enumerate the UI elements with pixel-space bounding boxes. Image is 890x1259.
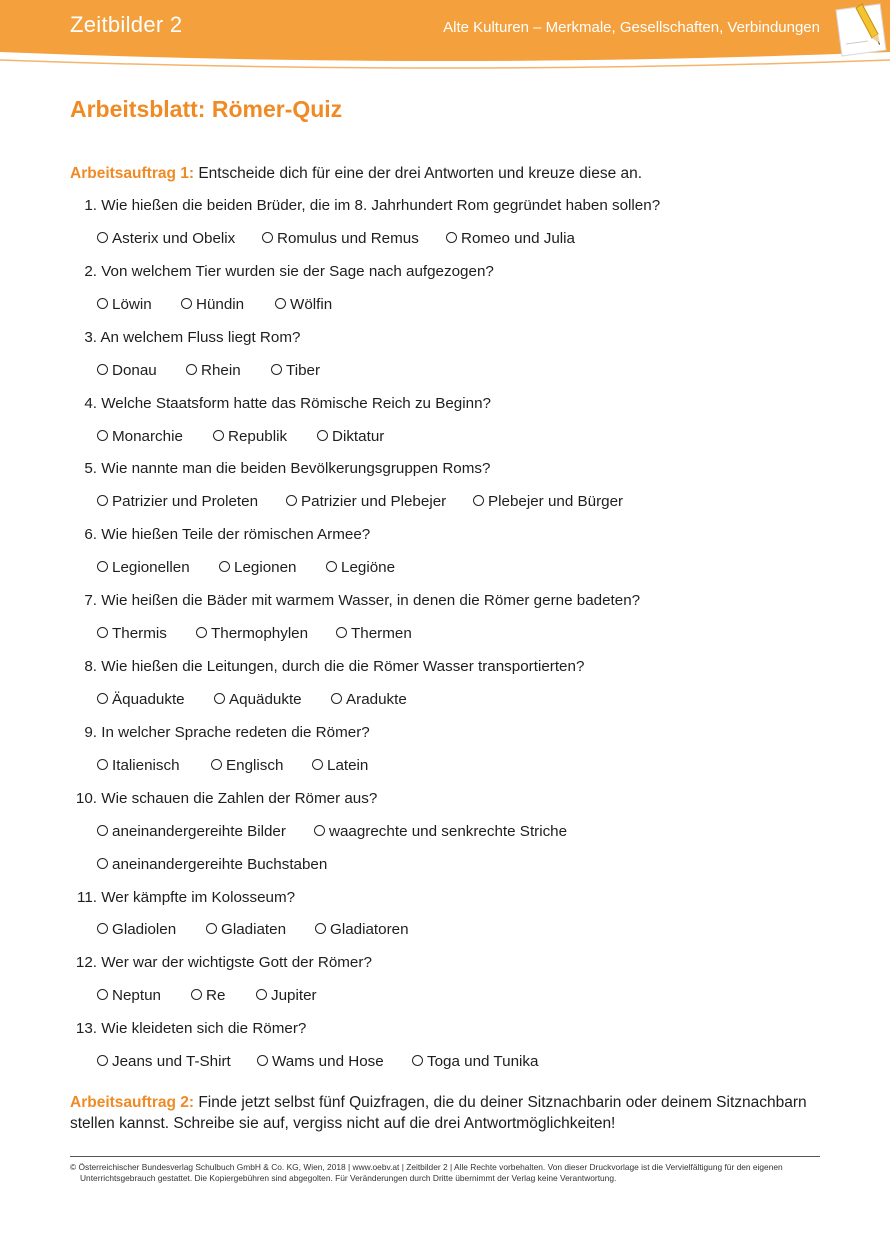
option-label: Löwin (112, 296, 152, 313)
radio-circle-icon[interactable] (412, 1055, 423, 1066)
question-5 (70, 459, 820, 479)
option-label: Romulus und Remus (277, 230, 419, 247)
option-label: aneinandergereihte Buchstaben (112, 856, 328, 873)
radio-circle-icon[interactable] (331, 693, 342, 704)
radio-circle-icon[interactable] (446, 232, 457, 243)
radio-circle-icon[interactable] (213, 430, 224, 441)
option-label: aneinandergereihte Bilder (112, 823, 286, 840)
answer-option[interactable] (97, 756, 180, 776)
radio-circle-icon[interactable] (275, 298, 286, 309)
radio-circle-icon[interactable] (97, 298, 108, 309)
answer-option[interactable] (196, 624, 308, 644)
answer-option[interactable] (262, 229, 419, 249)
option-label: Toga und Tunika (427, 1053, 539, 1070)
question-3 (70, 328, 820, 348)
option-label: Gladiaten (221, 921, 287, 938)
task-1-text: Entscheide dich für eine der drei Antworten und kreuze diese an. (194, 165, 643, 182)
option-label: Thermophylen (211, 625, 309, 642)
answer-option[interactable] (97, 920, 176, 940)
option-label: Aradukte (346, 691, 407, 708)
answer-option[interactable] (97, 986, 161, 1006)
question-9 (70, 723, 820, 743)
option-label: Gladiolen (112, 921, 177, 938)
radio-circle-icon[interactable] (97, 825, 108, 836)
answer-option[interactable] (97, 427, 183, 447)
option-label: Romeo und Julia (461, 230, 575, 247)
answer-option[interactable] (191, 986, 225, 1006)
question-text: Wie heißen die Bäder mit warmem Wasser, in denen die Römer gerne badeten? (101, 592, 641, 609)
question-text: Wie schauen die Zahlen der Römer aus? (101, 790, 378, 807)
answer-option[interactable] (326, 558, 395, 578)
answer-option[interactable] (206, 920, 286, 940)
option-label: Äquadukte (112, 691, 185, 708)
footer-divider (70, 1156, 820, 1157)
radio-circle-icon[interactable] (97, 759, 108, 770)
answer-option[interactable] (97, 855, 327, 875)
question-number: 3. (84, 329, 97, 346)
option-label: Englisch (226, 757, 284, 774)
option-label: Neptun (112, 987, 161, 1004)
question-text: Wie kleideten sich die Römer? (101, 1020, 307, 1037)
answer-option[interactable] (286, 492, 446, 512)
answer-option[interactable] (336, 624, 412, 644)
answer-option[interactable] (97, 558, 190, 578)
option-label: Wölfin (290, 296, 333, 313)
question-text: Wie nannte man die beiden Bevölkerungsgruppen Roms? (101, 460, 491, 477)
question-text: Wer war der wichtigste Gott der Römer? (101, 954, 372, 971)
option-label: Jupiter (271, 987, 317, 1004)
radio-circle-icon[interactable] (315, 923, 326, 934)
question-text: Von welchem Tier wurden sie der Sage nach aufgezogen? (101, 263, 494, 280)
question-number: 5. (84, 460, 97, 477)
radio-circle-icon[interactable] (97, 693, 108, 704)
option-label: Latein (327, 757, 369, 774)
radio-circle-icon[interactable] (312, 759, 323, 770)
option-label: Gladiatoren (330, 921, 409, 938)
option-label: Diktatur (332, 428, 385, 445)
question-8 (70, 657, 820, 677)
option-label: Legionen (234, 559, 297, 576)
answer-option[interactable] (211, 756, 283, 776)
radio-circle-icon[interactable] (262, 232, 273, 243)
radio-circle-icon[interactable] (97, 232, 108, 243)
answer-option[interactable] (97, 822, 286, 842)
option-label: Italienisch (112, 757, 180, 774)
question-1 (70, 196, 820, 216)
question-10 (70, 789, 820, 809)
radio-circle-icon[interactable] (97, 495, 108, 506)
worksheet-title: Arbeitsblatt: Römer-Quiz (70, 96, 343, 122)
answer-option[interactable] (317, 427, 384, 447)
brand-title: Zeitbilder 2 (70, 12, 183, 37)
question-4 (70, 394, 820, 414)
question-6 (70, 525, 820, 545)
question-text: In welcher Sprache redeten die Römer? (101, 724, 370, 741)
question-number: 12. (75, 954, 97, 971)
radio-circle-icon[interactable] (191, 989, 202, 1000)
copyright-footer (70, 1162, 820, 1184)
answer-option[interactable] (314, 822, 567, 842)
answer-option[interactable] (219, 558, 297, 578)
option-label: Thermis (112, 625, 167, 642)
option-label: Tiber (286, 362, 321, 379)
option-label: Re (206, 987, 226, 1004)
question-11 (70, 888, 820, 908)
answer-option[interactable] (473, 492, 623, 512)
option-label: Asterix und Obelix (112, 230, 236, 247)
header-subtitle: Alte Kulturen – Merkmale, Gesellschaften, Verbindungen (443, 19, 820, 36)
question-text: Welche Staatsform hatte das Römische Reich zu Beginn? (101, 395, 491, 412)
radio-circle-icon[interactable] (314, 825, 325, 836)
answer-option[interactable] (97, 1052, 231, 1072)
answer-option[interactable] (97, 295, 152, 315)
footer-line-2: Unterrichtsgebrauch gestattet. Die Kopiergebühren sind abgegolten. Für Veränderungen durch Dritte übernimmt der Verlag keine Verantwortung. (80, 1173, 617, 1183)
answer-option[interactable] (256, 986, 317, 1006)
question-number: 1. (84, 197, 97, 214)
option-label: Thermen (351, 625, 412, 642)
radio-circle-icon[interactable] (97, 561, 108, 572)
option-label: Hündin (196, 296, 245, 313)
radio-circle-icon[interactable] (211, 759, 222, 770)
task-1 (70, 163, 822, 184)
answer-option[interactable] (257, 1052, 384, 1072)
option-label: waagrechte und senkrechte Striche (329, 823, 568, 840)
radio-circle-icon[interactable] (181, 298, 192, 309)
question-7 (70, 591, 820, 611)
option-label: Rhein (201, 362, 241, 379)
answer-option[interactable] (275, 295, 332, 315)
answer-option[interactable] (412, 1052, 538, 1072)
option-label: Republik (228, 428, 288, 445)
question-text: Wer kämpfte im Kolosseum? (101, 889, 296, 906)
radio-circle-icon[interactable] (186, 364, 197, 375)
question-text: Wie hießen die beiden Brüder, die im 8. Jahrhundert Rom gegründet haben sollen? (101, 197, 661, 214)
question-number: 7. (84, 592, 97, 609)
footer-line-1: © Österreichischer Bundesverlag Schulbuch GmbH & Co. KG, Wien, 2018 | www.oebv.at | Zeitbilder 2 | Alle Rechte vorbehalten. Von dieser Druckvorlage ist die Vervielfältigung für den eigenen (70, 1162, 783, 1172)
radio-circle-icon[interactable] (97, 858, 108, 869)
radio-circle-icon[interactable] (317, 430, 328, 441)
task-2-label: Arbeitsauftrag 2: (70, 1094, 195, 1111)
question-13 (70, 1019, 820, 1039)
radio-circle-icon[interactable] (257, 1055, 268, 1066)
question-number: 2. (84, 263, 97, 280)
question-12 (70, 953, 820, 973)
option-label: Jeans und T-Shirt (112, 1053, 231, 1070)
radio-circle-icon[interactable] (97, 923, 108, 934)
option-label: Legiöne (341, 559, 396, 576)
question-number: 6. (84, 526, 97, 543)
answer-option[interactable] (315, 920, 409, 940)
question-text: Wie hießen die Leitungen, durch die die Römer Wasser transportierten? (101, 658, 585, 675)
radio-circle-icon[interactable] (286, 495, 297, 506)
option-label: Legionellen (112, 559, 190, 576)
header-wave (0, 46, 890, 72)
option-label: Wams und Hose (272, 1053, 384, 1070)
radio-circle-icon[interactable] (196, 627, 207, 638)
option-label: Patrizier und Plebejer (301, 493, 447, 510)
option-label: Aquädukte (229, 691, 302, 708)
radio-circle-icon[interactable] (97, 989, 108, 1000)
task-1-label: Arbeitsauftrag 1: (70, 165, 195, 182)
question-number: 11. (77, 889, 97, 906)
answer-option[interactable] (214, 690, 302, 710)
radio-circle-icon[interactable] (97, 364, 108, 375)
answer-option[interactable] (213, 427, 287, 447)
option-label: Plebejer und Bürger (488, 493, 624, 510)
answer-option[interactable] (97, 492, 258, 512)
option-label: Donau (112, 362, 157, 379)
answer-option[interactable] (181, 295, 244, 315)
radio-circle-icon[interactable] (214, 693, 225, 704)
question-number: 13. (75, 1020, 97, 1037)
radio-circle-icon[interactable] (336, 627, 347, 638)
task-2-text: Finde jetzt selbst fünf Quizfragen, die du deiner Sitznachbarin oder deinem Sitznachbarn stellen kannst. Schreibe sie auf, vergiss nicht auf die drei Antwortmöglichkeiten! (70, 1094, 807, 1132)
answer-option[interactable] (331, 690, 407, 710)
question-text: An welchem Fluss liegt Rom? (100, 329, 301, 346)
radio-circle-icon[interactable] (219, 561, 230, 572)
radio-circle-icon[interactable] (326, 561, 337, 572)
answer-option[interactable] (186, 361, 241, 381)
answer-option[interactable] (271, 361, 320, 381)
radio-circle-icon[interactable] (97, 1055, 108, 1066)
question-number: 9. (84, 724, 97, 741)
radio-circle-icon[interactable] (473, 495, 484, 506)
answer-option[interactable] (97, 624, 167, 644)
answer-option[interactable] (97, 690, 185, 710)
answer-option[interactable] (446, 229, 575, 249)
radio-circle-icon[interactable] (256, 989, 267, 1000)
question-number: 4. (84, 395, 97, 412)
question-number: 8. (84, 658, 97, 675)
question-2 (70, 262, 820, 282)
task-2 (70, 1092, 822, 1134)
radio-circle-icon[interactable] (97, 627, 108, 638)
radio-circle-icon[interactable] (97, 430, 108, 441)
option-label: Patrizier und Proleten (112, 493, 259, 510)
pencil-paper-icon (828, 0, 890, 58)
radio-circle-icon[interactable] (206, 923, 217, 934)
option-label: Monarchie (112, 428, 183, 445)
radio-circle-icon[interactable] (271, 364, 282, 375)
answer-option[interactable] (312, 756, 368, 776)
question-number: 10. (75, 790, 97, 807)
question-text: Wie hießen Teile der römischen Armee? (101, 526, 371, 543)
answer-option[interactable] (97, 229, 235, 249)
answer-option[interactable] (97, 361, 157, 381)
